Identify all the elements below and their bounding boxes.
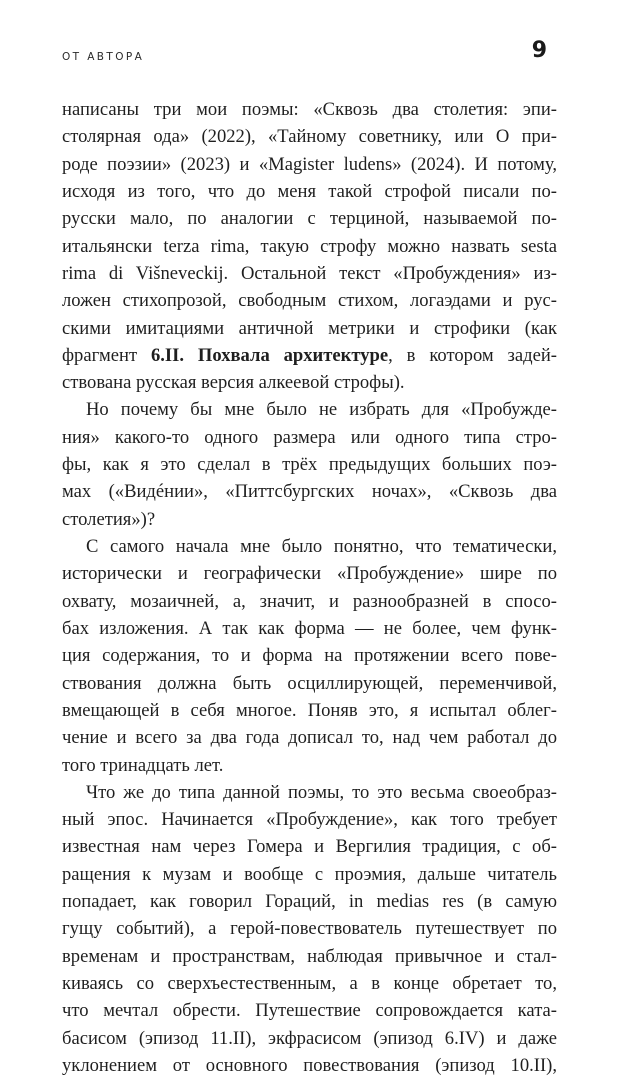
text-line: известная нам через Гомера и Вергилия традиция, с об- [62,836,557,858]
text-line: попадает, как говорил Гораций, in medias res (в самую [62,891,557,913]
text-line-with-bold [62,342,557,369]
text-line: роде поэзии» (2023) и «Magister ludens» (2024). И потому, [62,153,557,175]
page-number: 9 [531,38,547,63]
text-line: написаны три мои поэмы: «Сквозь два столетия: эпи- [62,99,557,120]
text-line: скими имитациями античной метрики и строфики (как [62,317,557,339]
text-fragment: , в котором задей- [388,344,557,366]
running-head: ОТ АВТОРА [62,51,145,63]
body-text [62,96,557,1079]
text-line: бах изложения. А так как форма — не более, чем функ- [62,617,557,639]
text-line: ствована русская версия алкеевой строфы). [62,372,405,394]
text-line: фы, как я это сделал в трёх предыдущих больших поэ- [62,454,557,476]
text-line: русски мало, по аналогии с терциной, называемой по- [62,208,557,230]
text-line: ращения к музам и вообще с проэмия, дальше читатель [62,863,557,885]
bold-section-reference: 6.II. Похвала архитектуре [150,344,389,366]
paragraph-first-line: Но почему бы мне было не избрать для «Пробужде- [86,399,557,421]
text-line: столетия»)? [62,508,156,530]
text-line: киваясь со сверхъестественным, а в конце обретает то, [62,973,557,994]
text-line: басисом (эпизод 11.II), экфрасисом (эпизод 6.IV) и даже [62,1027,557,1049]
text-line: исходя из того, что до меня такой строфой писали по- [62,180,557,202]
text-line: того тринадцать лет. [62,754,224,776]
text-line: охвату, мозаичней, а, значит, и разнообразней в спосо- [62,590,557,612]
text-line: уклонением от основного повествования (эпизод 10.II), [62,1054,557,1076]
text-line: чение и всего за два года дописал то, над чем работал до [62,727,557,749]
text-line: мах («Видéнии», «Питтсбургских ночах», «Сквозь два [62,481,557,503]
text-line: ния» какого-то одного размера или одного типа стро- [62,426,557,448]
text-line: исторически и географически «Пробуждение» шире по [62,563,557,585]
text-line: ция содержания, то и форма на протяжении всего пове- [62,645,557,667]
text-fragment: фрагмент [62,344,151,366]
text-line: временам и пространствам, наблюдая привычное и стал- [62,945,557,967]
text-line: итальянски terza rima, такую строфу можно назвать sesta [62,235,557,257]
paragraph-first-line: Что же до типа данной поэмы, то это весьма своеобраз- [86,781,557,803]
text-line: rima di Višneveckij. Остальной текст «Пробуждения» из- [62,262,557,284]
text-line: ный эпос. Начинается «Пробуждение», как того требует [62,809,557,831]
text-line: что мечтал обрести. Путешествие сопровождается ката- [62,1000,557,1022]
text-line: гущу событий), а герой-повествователь путешествует по [62,918,557,940]
text-line: ствования должна быть осциллирующей, переменчивой, [62,672,557,694]
text-line: столярная ода» (2022), «Тайному советнику, или О при- [62,126,557,148]
paragraph-first-line: С самого начала мне было понятно, что тематически, [86,536,557,557]
text-line: вмещающей в себя многое. Поняв это, я испытал облег- [62,699,557,721]
text-line: ложен стихопрозой, свободным стихом, логаэдами и рус- [62,290,557,312]
